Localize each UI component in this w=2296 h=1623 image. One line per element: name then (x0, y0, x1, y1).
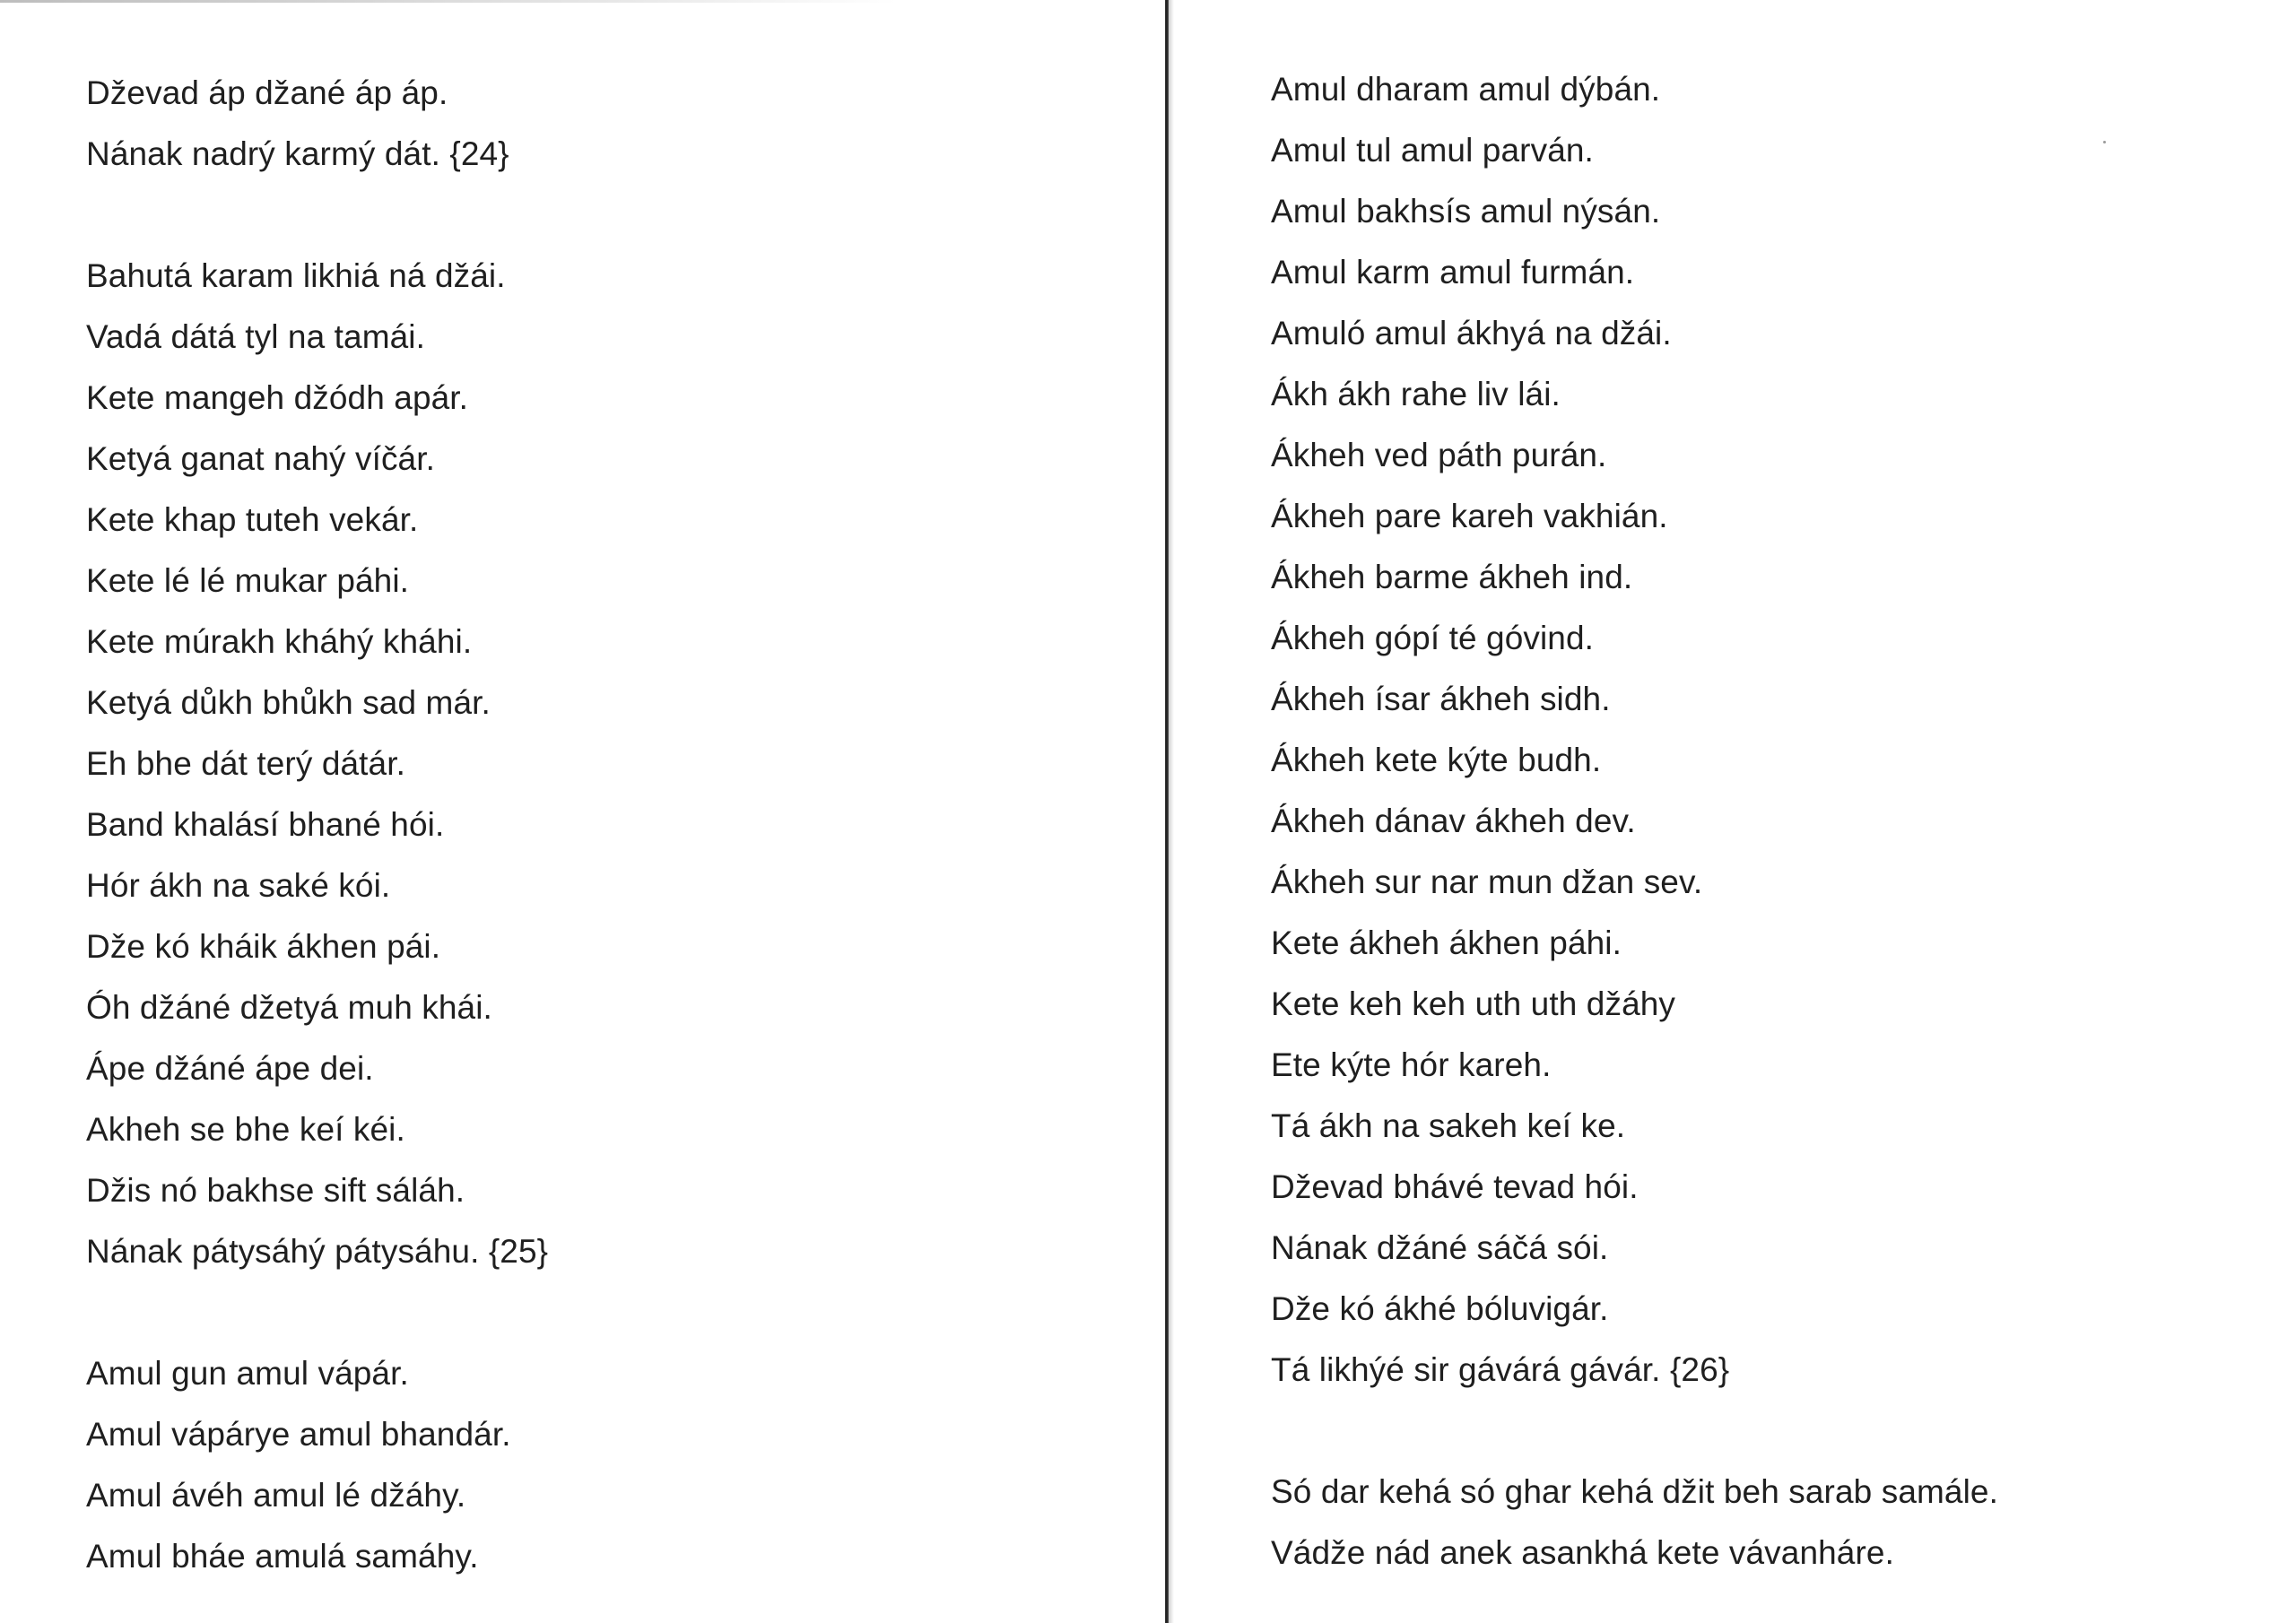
verse-line: Ákheh barme ákheh ind. (1271, 559, 1633, 595)
verse-line: Amul ávéh amul lé džáhy. (86, 1477, 466, 1514)
verse-line: Amuló amul ákhyá na džái. (1271, 315, 1672, 352)
verse-line: Amul gun amul vápár. (86, 1355, 409, 1392)
verse-line: Dževad áp džané áp áp. (86, 74, 448, 111)
verse-line: Ákheh ved páth purán. (1271, 437, 1607, 473)
stanza-gap (86, 185, 548, 246)
verse-line: Ákheh pare kareh vakhián. (1271, 498, 1668, 534)
verse-line: Amul karm amul furmán. (1271, 254, 1635, 291)
verse-line: Kete ákheh ákhen páhi. (1271, 924, 1622, 961)
verse-line: Amul bháe amulá samáhy. (86, 1538, 479, 1575)
verse-line: Ákh ákh rahe liv lái. (1271, 376, 1561, 412)
right-page (1170, 0, 2296, 1623)
verse-line: Dže kó kháik ákhen pái. (86, 928, 441, 965)
verse-line: Amul tul amul parván. (1271, 132, 1594, 169)
verse-line: Eh bhe dát terý dátár. (86, 745, 405, 782)
verse-line: Ete kýte hór kareh. (1271, 1046, 1552, 1083)
stanza (1271, 59, 1998, 1401)
verse-line: Kete múrakh kháhý kháhi. (86, 623, 473, 660)
stanza (86, 246, 548, 1282)
left-page-text (86, 63, 548, 1587)
verse-line: Ketyá ganat nahý víčár. (86, 440, 435, 477)
verse-line: Hór ákh na saké kói. (86, 867, 391, 904)
verse-line: Kete keh keh uth uth džáhy (1271, 985, 1676, 1022)
verse-line: Kete lé lé mukar páhi. (86, 562, 410, 599)
verse-line: Nának džáné sáčá sói. (1271, 1229, 1609, 1266)
verse-line: Ákheh ísar ákheh sidh. (1271, 681, 1611, 717)
verse-line: Amul vápárye amul bhandár. (86, 1416, 511, 1453)
stanza (86, 63, 548, 185)
verse-line: Kete mangeh džódh apár. (86, 379, 469, 416)
verse-line: Kete khap tuteh vekár. (86, 501, 419, 538)
scan-speck (2103, 141, 2106, 143)
verse-line: Akheh se bhe keí kéi. (86, 1111, 405, 1148)
stanza-gap (1271, 1401, 1998, 1462)
verse-line: Óh džáné džetyá muh khái. (86, 989, 492, 1026)
stanza (1271, 1462, 1998, 1584)
verse-line: Só dar kehá só ghar kehá džit beh sarab samále. (1271, 1473, 1998, 1510)
verse-line: Dževad bhávé tevad hói. (1271, 1168, 1639, 1205)
verse-line: Tá likhýé sir gávárá gávár. {26} (1271, 1351, 1730, 1388)
verse-line: Nának nadrý karmý dát. {24} (86, 135, 509, 172)
verse-line: Ketyá důkh bhůkh sad már. (86, 684, 491, 721)
verse-line: Ákheh gópí té góvind. (1271, 620, 1595, 656)
verse-line: Bahutá karam likhiá ná džái. (86, 257, 506, 294)
right-page-text (1271, 59, 1998, 1584)
verse-line: Ápe džáné ápe dei. (86, 1050, 374, 1087)
verse-line: Dže kó ákhé bóluvigár. (1271, 1290, 1609, 1327)
verse-line: Džis nó bakhse sift sáláh. (86, 1172, 465, 1209)
stanza-gap (86, 1282, 548, 1343)
verse-line: Nának pátysáhý pátysáhu. {25} (86, 1233, 549, 1270)
verse-line: Ákheh kete kýte budh. (1271, 742, 1602, 778)
verse-line: Amul dharam amul dýbán. (1271, 71, 1661, 108)
verse-line: Vadá dátá tyl na tamái. (86, 318, 426, 355)
verse-line: Band khalásí bhané hói. (86, 806, 445, 843)
verse-line: Vádže nád anek asankhá kete vávanháre. (1271, 1534, 1894, 1571)
verse-line: Amul bakhsís amul nýsán. (1271, 193, 1661, 230)
verse-line: Tá ákh na sakeh keí ke. (1271, 1107, 1626, 1144)
stanza (86, 1343, 548, 1587)
verse-line: Ákheh dánav ákheh dev. (1271, 803, 1636, 839)
verse-line: Ákheh sur nar mun džan sev. (1271, 864, 1703, 900)
